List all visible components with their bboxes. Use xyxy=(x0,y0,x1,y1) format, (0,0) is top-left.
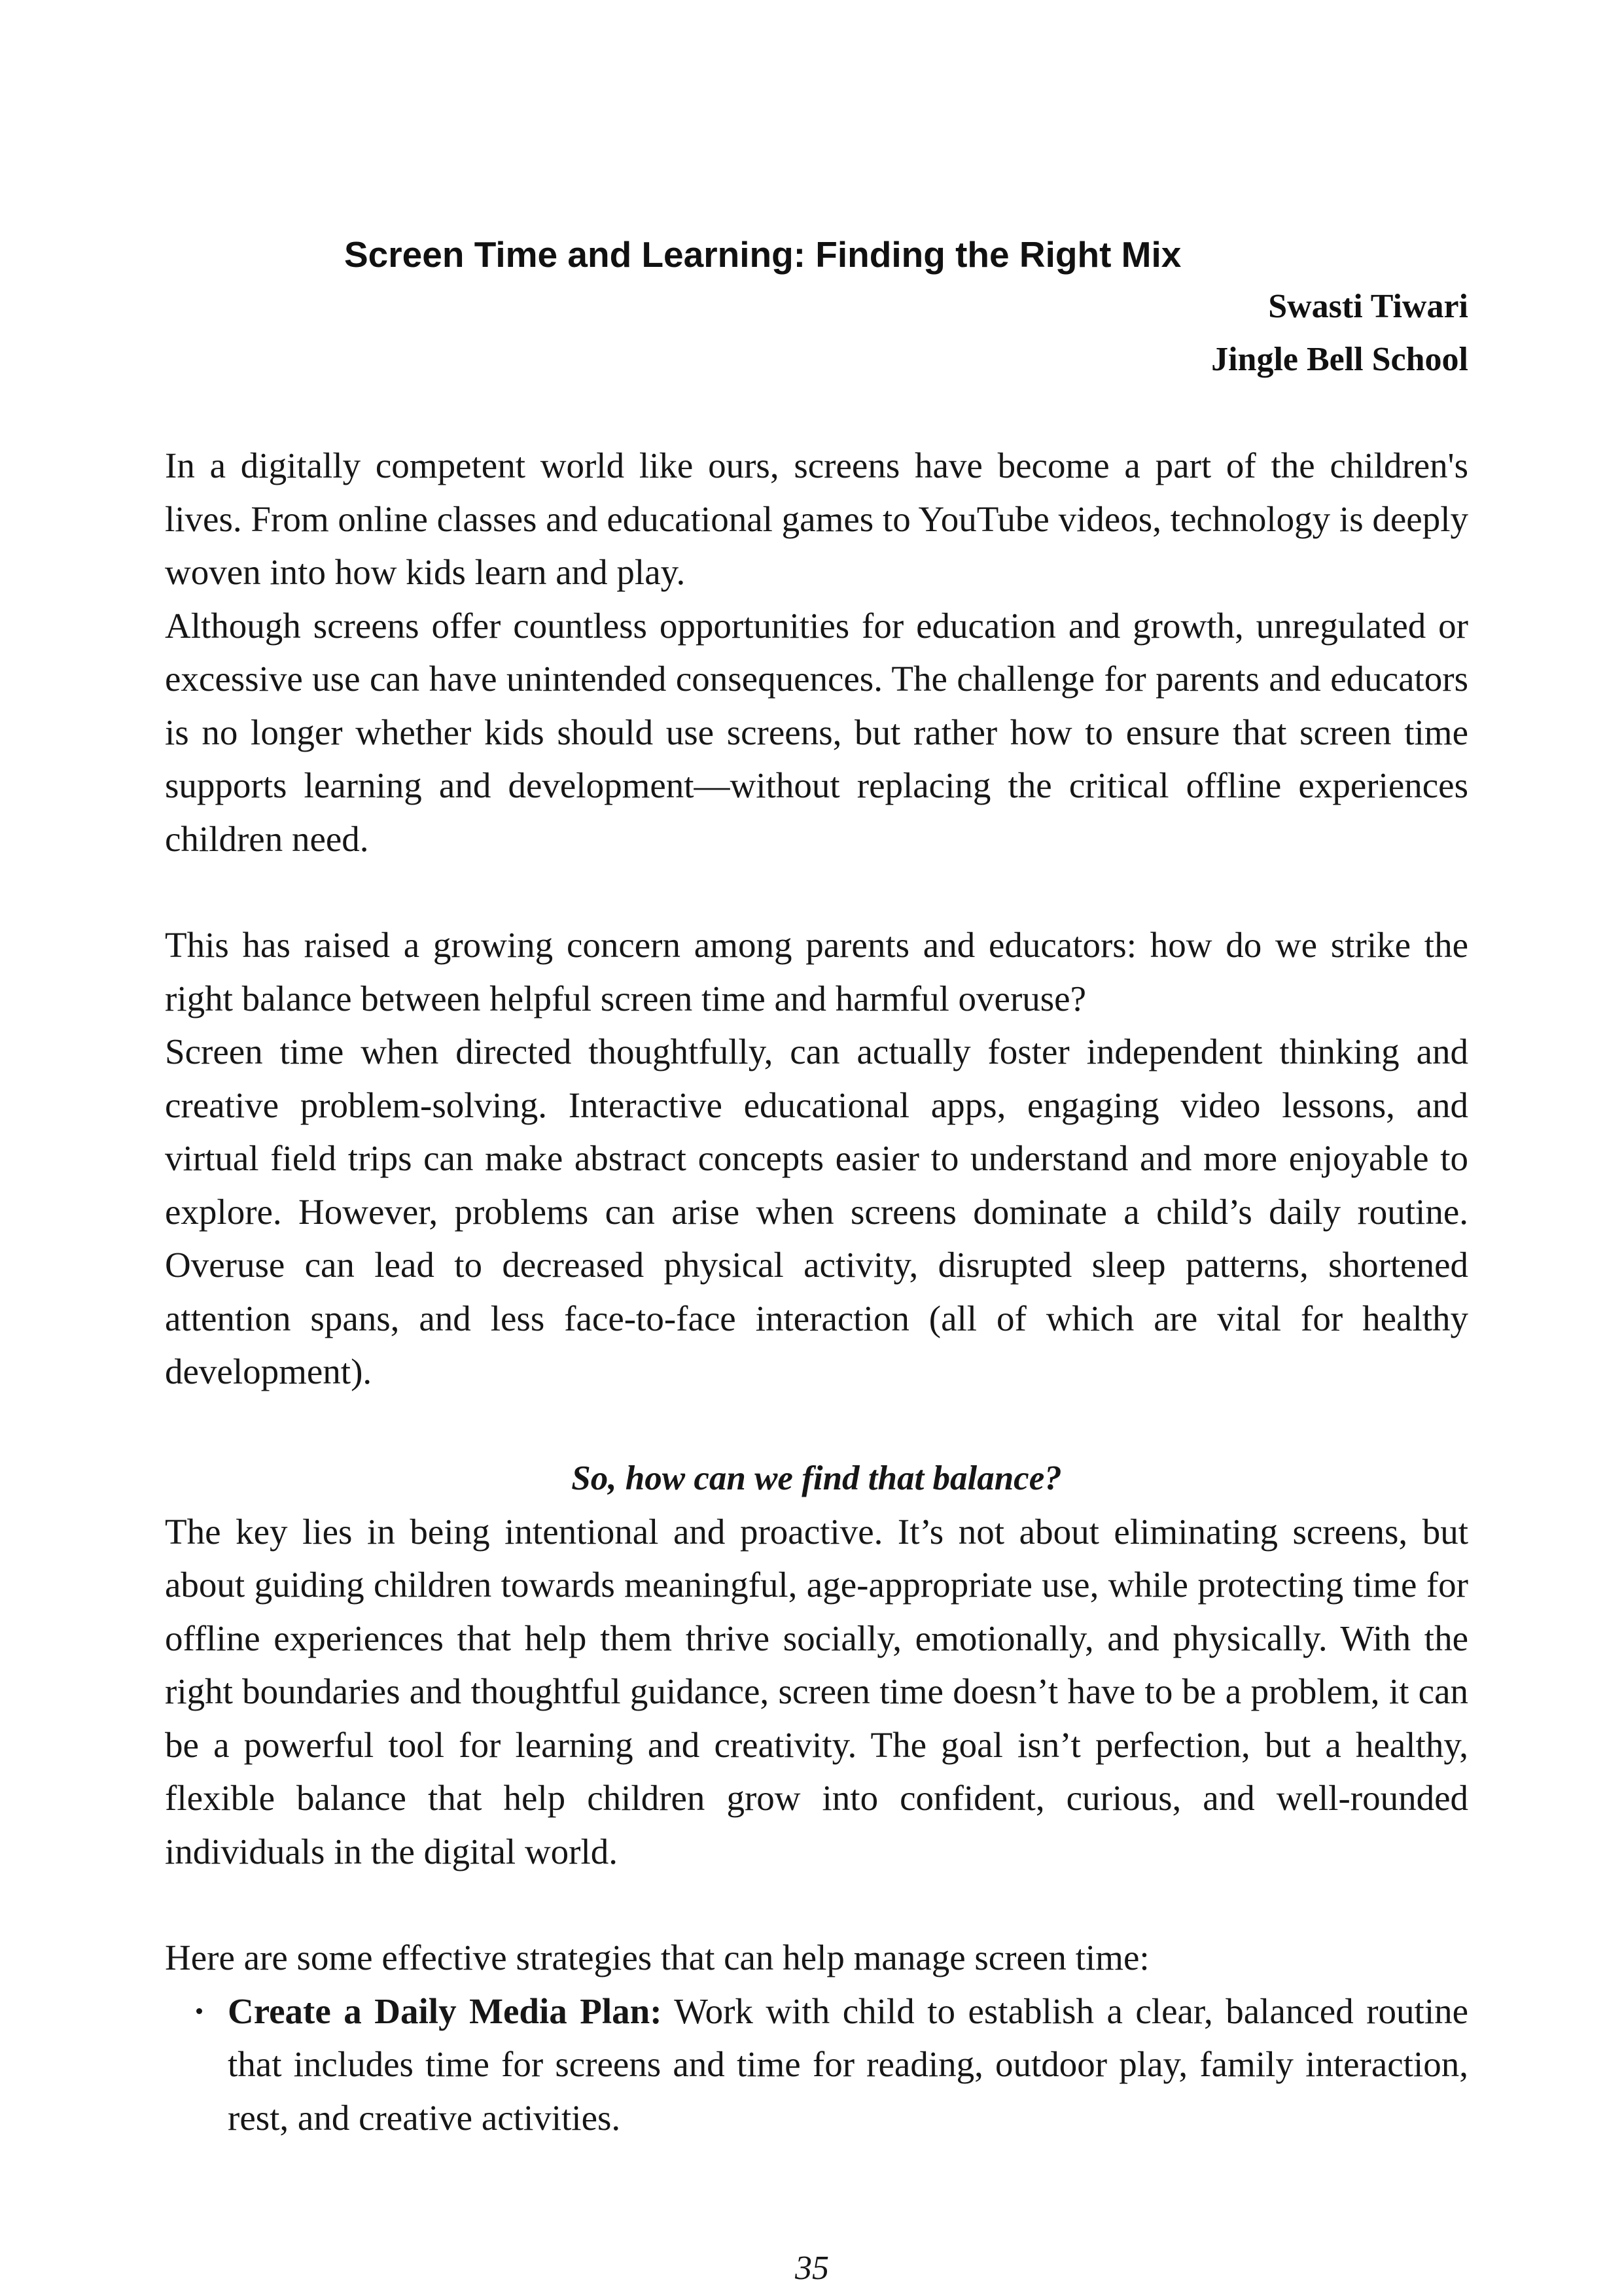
paragraph-strategies-intro: Here are some effective strategies that can help manage screen time: xyxy=(165,1938,1150,1977)
paragraph-key-approach: The key lies in being intentional and proactive. It’s not about eliminating screens, but about guiding children towards meaningful, age-appropriate use, while protecting time for offline experiences that help them thrive socially, emotionally, and physically. With the right boundaries and thoughtful guidance, screen time doesn’t have to be a problem, it can be a powerful tool for learning and creativity. The goal isn’t perfection, but a healthy, flexible balance that help children grow into confident, curious, and well-rounded individuals in the digital world. xyxy=(165,1511,1468,1871)
spacer xyxy=(165,865,1468,918)
spacer xyxy=(165,1878,1468,1931)
article-title: Screen Time and Learning: Finding the Right Mix xyxy=(344,234,1182,275)
page-number: 35 xyxy=(795,2250,829,2287)
strategy-list xyxy=(165,1985,1468,2145)
bullet-icon xyxy=(196,2008,202,2014)
page-content xyxy=(165,229,1468,2144)
section-subheading: So, how can we find that balance? xyxy=(571,1459,1062,1497)
author-name: Swasti Tiwari xyxy=(1268,288,1468,325)
spacer xyxy=(165,386,1468,439)
paragraph-challenge: Although screens offer countless opportunities for education and growth, unregulated or excessive use can have unintended consequences. The challenge for parents and educators is no longer whether kids should use screens, but rather how to ensure that screen time supports learning and development—without replacing the critical offline experiences children need. xyxy=(165,605,1468,859)
paragraph-concern: This has raised a growing concern among parents and educators: how do we strike the right balance between helpful screen time and harmful overuse? xyxy=(165,925,1468,1018)
list-item xyxy=(165,1985,1468,2145)
byline xyxy=(165,280,1468,386)
strategy-title: Create a Daily Media Plan: xyxy=(228,1991,662,2031)
strategy-description: Work with child to establish a clear, balanced routine that includes time for screens and time for reading, outdoor play, family interaction, rest, and creative activities. xyxy=(228,1991,1469,2138)
paragraph-intro: In a digitally competent world like ours, screens have become a part of the children's lives. From online classes and educational games to YouTube videos, technology is deeply woven into how kids learn and play. xyxy=(165,445,1468,592)
spacer xyxy=(165,1399,1468,1452)
school-name: Jingle Bell School xyxy=(1211,341,1468,378)
paragraph-benefits-risks: Screen time when directed thoughtfully, can actually foster independent thinking and creative problem-solving. Interactive educational apps, engaging video lessons, and virtual field trips can make abstract concepts easier to understand and more enjoyable to explore. However, problems can arise when screens dominate a child’s daily routine. Overuse can lead to decreased physical activity, disrupted sleep patterns, shortened attention spans, and less face-to-face interaction (all of which are vital for healthy development). xyxy=(165,1032,1468,1391)
